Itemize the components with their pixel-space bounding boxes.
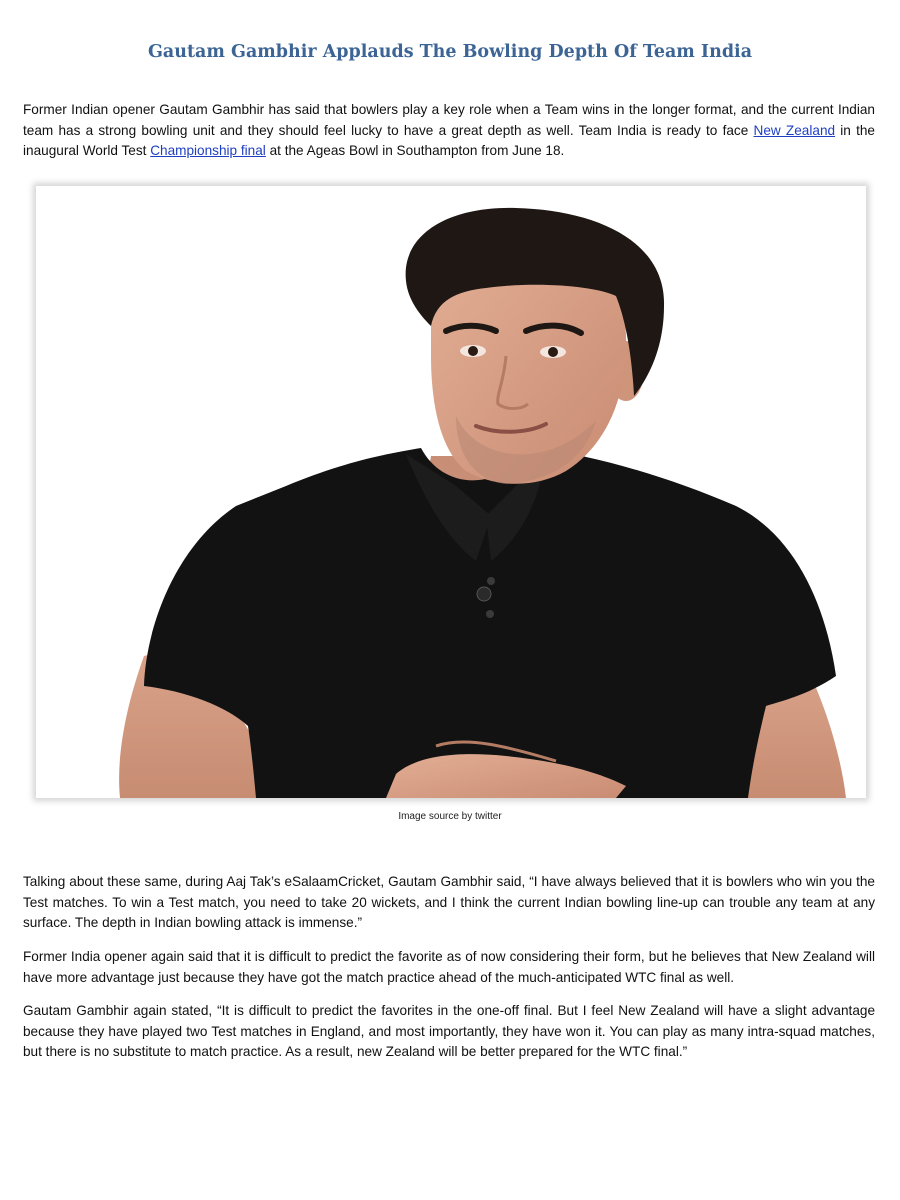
body-paragraph-1: Talking about these same, during Aaj Tak’s eSalaamCricket, Gautam Gambhir said, “I have always believed that it is bowlers who win you the Test matches. To win a Test match, you need to take 20 wickets, and I think the current Indian bowling line-up can trouble any team at any surface. The depth in Indian bowling attack is immense.” [23,874,875,930]
article-title: Gautam Gambhir Applauds The Bowling Depth Of Team India [147,42,753,62]
body-paragraph-3: Gautam Gambhir again stated, “It is difficult to predict the favorites in the one-off final. But I feel New Zealand will have a slight advantage because they have played two Test matches in England, and most importantly, they have won it. You can play as many intra-squad matches, but there is no substitute to match practice. As a result, new Zealand will be better prepared for the WTC final.” [23,1003,875,1059]
shirt-button [487,577,495,585]
intro-text-2: in the inaugural World Test [23,122,875,158]
intro-text-1: Former Indian opener Gautam Gambhir has said that bowlers play a key role when a Team wins in the longer format, and the current Indian team has a strong bowling unit and they should feel lucky to have a great depth as well. Team India is ready to face [23,102,875,138]
lapel-mic [477,587,491,601]
body-paragraph-2: Former India opener again said that it is difficult to predict the favorite as of now considering their form, but he believes that New Zealand will have more advantage just because they have got the match practice ahead of the much-anticipated WTC final as well. [23,949,875,985]
intro-paragraph [23,100,875,162]
new-zealand-link[interactable]: New Zealand [753,122,836,138]
article-photo [36,186,866,798]
image-caption: Image source by twitter [398,811,502,822]
shirt-button [486,610,494,618]
intro-text-3: at the Ageas Bowl in Southampton from June 18. [265,143,565,158]
championship-final-link[interactable]: Championship final [150,143,266,158]
portrait-illustration [36,186,866,798]
